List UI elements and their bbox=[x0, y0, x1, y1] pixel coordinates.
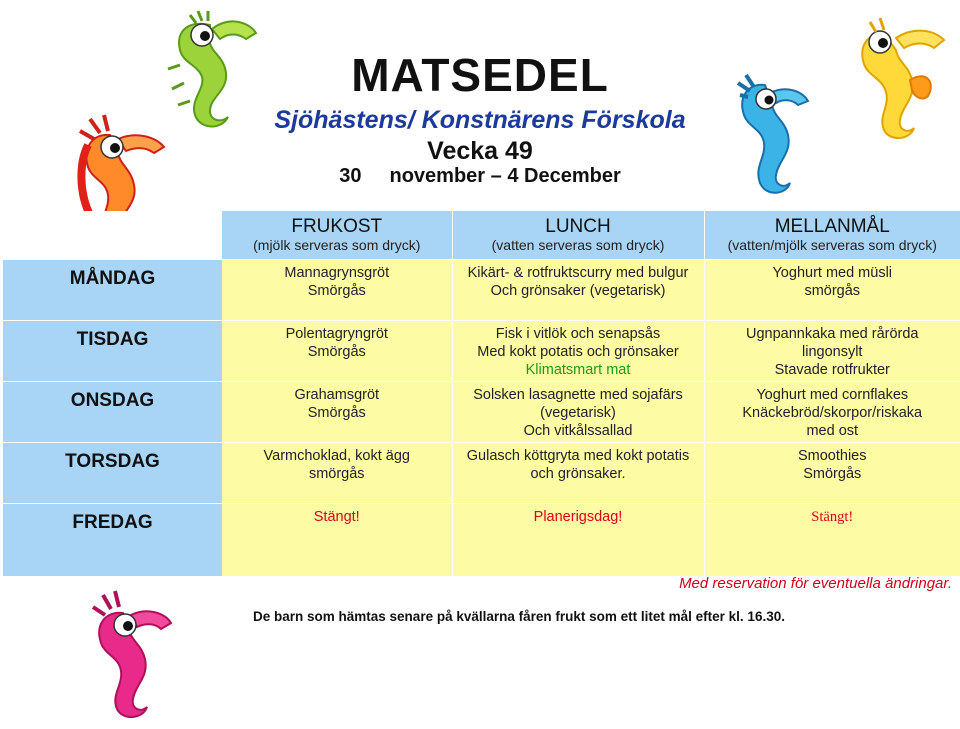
mellanmal-cell bbox=[704, 321, 960, 382]
table-row bbox=[3, 321, 960, 382]
menu-line: Grahamsgröt bbox=[294, 387, 380, 403]
column-note: (mjölk serveras som dryck) bbox=[253, 237, 421, 253]
lunch-cell bbox=[452, 260, 704, 321]
menu-line: Yoghurt med müsli bbox=[772, 265, 893, 281]
day-label: ONSDAG bbox=[3, 382, 222, 443]
menu-line: (vegetarisk) bbox=[540, 405, 616, 421]
table-corner bbox=[3, 211, 222, 260]
menu-line: smörgås bbox=[804, 283, 861, 299]
frukost-cell bbox=[222, 260, 452, 321]
menu-line: Och grönsaker (vegetarisk) bbox=[490, 283, 666, 299]
date-range-text: november – 4 December bbox=[389, 165, 621, 187]
menu-line: Yoghurt med cornflakes bbox=[756, 387, 909, 403]
week-label: Vecka 49 bbox=[427, 137, 533, 165]
closed-label: Stängt! bbox=[313, 509, 360, 525]
menu-line: med ost bbox=[806, 423, 859, 439]
column-title: LUNCH bbox=[545, 216, 611, 237]
menu-line: lingonsylt bbox=[802, 344, 863, 360]
table-row bbox=[3, 382, 960, 443]
menu-line: Ugnpannkaka med rårörda bbox=[746, 326, 919, 342]
column-note: (vatten serveras som dryck) bbox=[491, 237, 665, 253]
column-mellanmal bbox=[704, 211, 960, 260]
mellanmal-cell bbox=[704, 382, 960, 443]
lunch-cell bbox=[452, 443, 704, 504]
day-label: TORSDAG bbox=[3, 443, 222, 504]
menu-line: Smoothies bbox=[797, 448, 867, 464]
planning-day-label: Planerigsdag! bbox=[533, 509, 623, 525]
page-subtitle: Sjöhästens/ Konstnärens Förskola bbox=[274, 106, 686, 134]
menu-line: Stavade rotfrukter bbox=[774, 362, 890, 378]
lunch-cell bbox=[452, 504, 704, 576]
column-lunch bbox=[452, 211, 704, 260]
table-row bbox=[3, 504, 960, 576]
menu-line: Smörgås bbox=[307, 344, 366, 360]
lunch-cell bbox=[452, 382, 704, 443]
menu-table bbox=[3, 211, 960, 576]
menu-line: Solsken lasagnette med sojafärs bbox=[473, 387, 683, 403]
menu-line: Smörgås bbox=[307, 405, 366, 421]
page-title: MATSEDEL bbox=[351, 49, 609, 101]
footnote: De barn som hämtas senare på kvällarna fåren frukt som ett litet mål efter kl. 16.30. bbox=[253, 609, 785, 624]
day-label: FREDAG bbox=[3, 504, 222, 576]
column-header-row bbox=[3, 211, 960, 260]
mellanmal-cell bbox=[704, 443, 960, 504]
reservation-note: Med reservation för eventuella ändringar. bbox=[679, 575, 952, 592]
menu-line: Smörgås bbox=[803, 466, 862, 482]
menu-line: smörgås bbox=[308, 466, 365, 482]
table-row bbox=[3, 260, 960, 321]
date-range bbox=[0, 165, 960, 188]
frukost-cell bbox=[222, 443, 452, 504]
column-note: (vatten/mjölk serveras som dryck) bbox=[727, 237, 937, 253]
menu-line: Smörgås bbox=[307, 283, 366, 299]
menu-line: Fisk i vitlök och senapsås bbox=[495, 326, 661, 342]
date-start: 30 bbox=[339, 165, 362, 187]
frukost-cell bbox=[222, 504, 452, 576]
menu-line: Kikärt- & rotfruktscurry med bulgur bbox=[467, 265, 689, 281]
day-label: TISDAG bbox=[3, 321, 222, 382]
menu-line: Varmchoklad, kokt ägg bbox=[263, 448, 410, 464]
menu-line: Gulasch köttgryta med kokt potatis bbox=[466, 448, 690, 464]
menu-line: Och vitkålssallad bbox=[523, 423, 633, 439]
seahorse-pink-illustration bbox=[75, 585, 185, 725]
menu-line: Mannagrynsgröt bbox=[284, 265, 390, 281]
table-row bbox=[3, 443, 960, 504]
mellanmal-cell bbox=[704, 260, 960, 321]
klimatsmart-tag: Klimatsmart mat bbox=[525, 362, 631, 378]
menu-line: och grönsaker. bbox=[530, 466, 626, 482]
frukost-cell bbox=[222, 382, 452, 443]
menu-line: Knäckebröd/skorpor/riskaka bbox=[742, 405, 923, 421]
menu-line: Polentagryngröt bbox=[285, 326, 388, 342]
day-label: MÅNDAG bbox=[3, 260, 222, 321]
column-title: MELLANMÅL bbox=[774, 216, 890, 237]
mellanmal-cell bbox=[704, 504, 960, 576]
column-frukost bbox=[222, 211, 452, 260]
closed-label: Stängt! bbox=[811, 509, 854, 525]
menu-line: Med kokt potatis och grönsaker bbox=[477, 344, 679, 360]
frukost-cell bbox=[222, 321, 452, 382]
column-title: FRUKOST bbox=[291, 216, 383, 237]
lunch-cell bbox=[452, 321, 704, 382]
